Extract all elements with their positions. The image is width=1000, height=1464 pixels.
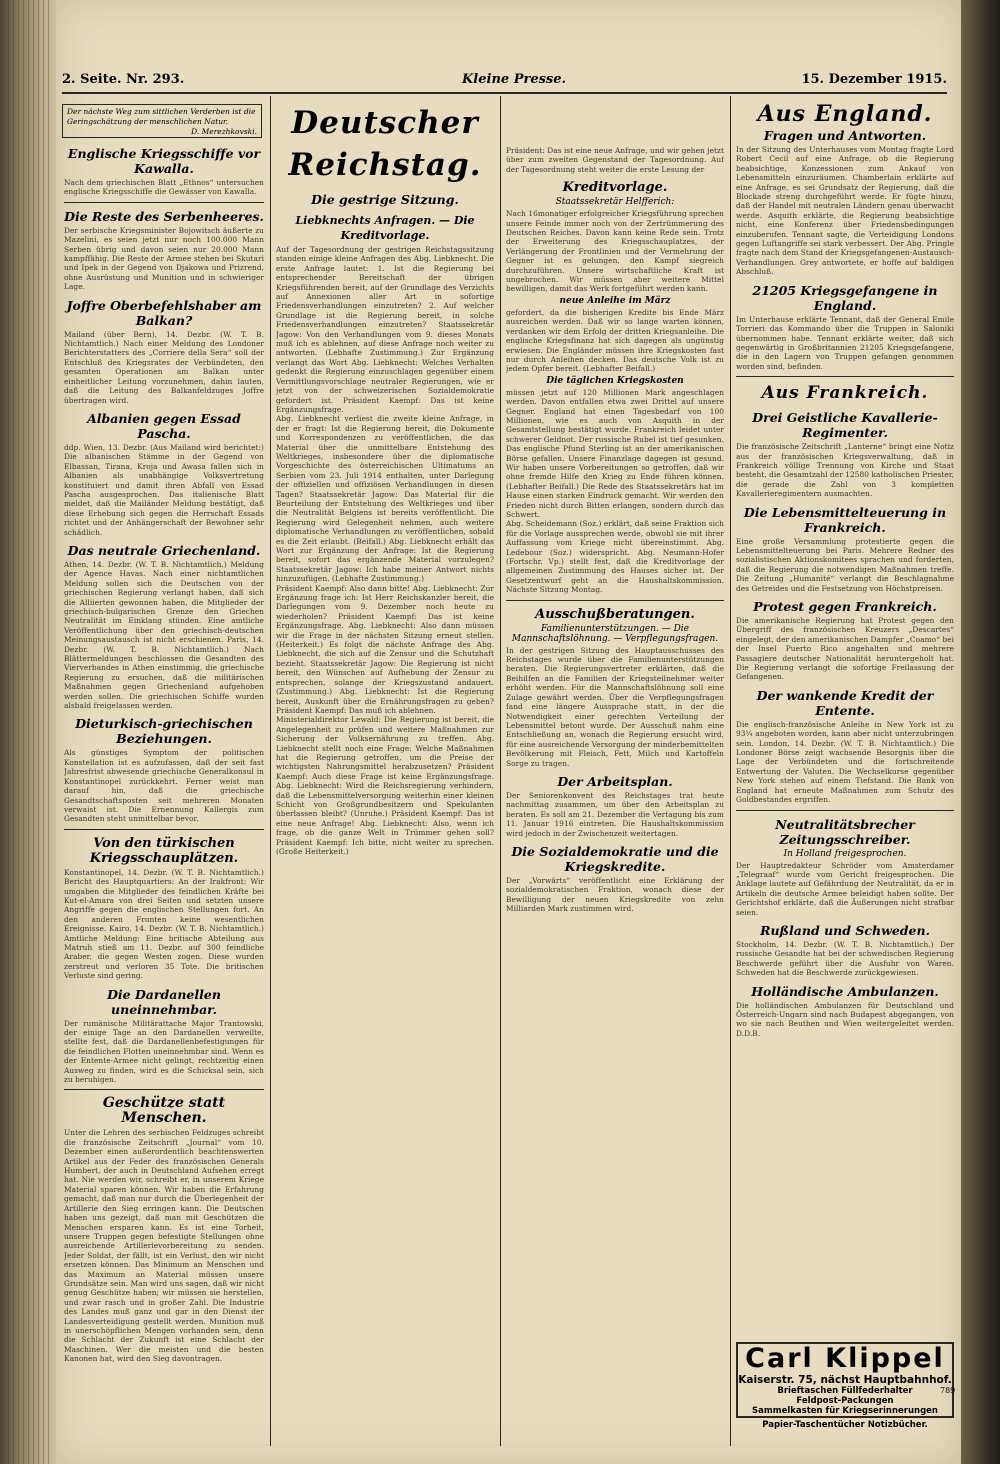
page-header [62, 72, 947, 94]
column-4 [736, 96, 954, 1336]
headline-griechenland: Das neutrale Griechenland. [67, 542, 261, 558]
article-sitzung-1: Auf der Tagesordnung der gestrigen Reichstagssitzung standen einige kleine Anfragen des Abg. Liebknecht. Die erste Anfrage lautet: 1. Ist die Regierung bei entsprechender Bereitschaft der übrigen Kriegsführenden bereit, auf der Grundlage des Verzichts auf Annexionen aller Art in sofortige Friedensverhandlungen einzutreten? 2. Auf welcher Grundlage ist die Regierung bereit, in solche Friedensverhandlungen einzutreten? Staatssekretär Jagow: Von den Verhandlungen vom 9. dieses Monats muß ich es ablehnen, auf diese Anfrage noch weiter zu antworten. (Lebhafte Zustimmung.) Zur Ergänzung verlangt das Wort Abg. Liebknecht: Welches Verhalten gedenkt die Regierung einzuschlagen gegenüber einem Vermittlungsvorschlage neutraler Regierungen, wie er jetzt von der schweizerischen Sozialdemokratie gefordert ist. Präsident Kaempf: Das ist keine Ergänzungsfrage. [276, 245, 494, 414]
subheadline-helfferich: Staatssekretär Helfferich: [555, 197, 675, 208]
column-divider-2 [500, 96, 501, 1446]
headline-reichstag: Deutscher Reichstag. [288, 105, 482, 183]
header-masthead: Kleine Presse. [462, 72, 567, 87]
ad-line-2: Brieftaschen Füllfederhalter [777, 1386, 913, 1396]
headline-ausschuss: Ausschußberatungen. [535, 606, 695, 622]
headline-sozialdemokratie: Die Sozialdemokratie und die Kriegskredite. [511, 843, 719, 874]
headline-serbenheer: Die Reste des Serbenheeres. [64, 208, 264, 224]
article-lebensmittel: Eine große Versammlung protestierte gegen die Lebensmittelteuerung bei Paris. Mehrere Redner des sozialistischen Aktionskomitees sprachen und forderten, daß die Regierung die notwendigen Maßnahmen treffe. Die Zeitung „Humanité“ verlangt die Beschlagnahme des Getreides und die Festsetzung von Höchstpreisen. [736, 536, 954, 593]
column-3 [506, 96, 724, 1446]
subheadline-liebknecht: Liebknechts Anfragen. — Die Kreditvorlage. [295, 214, 475, 242]
article-scheidemann: Abg. Scheidemann (Soz.) erklärt, daß seine Fraktion sich für die Vorlage aussprechen werde, obwohl sie mit ihrer Auffassung vom Kriege nicht übereinstimmt. Abg. Ledebour (Soz.) widerspricht. Abg. Neumann-Hofer (Fortschr. Vp.) stellt fest, daß die Kreditvorlage der allgemeinen Zustimmung des Hauses sicher ist. Der Gesetzentwurf geht an die Haushaltskommission. Nächste Sitzung Montag. [506, 519, 724, 595]
motto-box [62, 104, 262, 138]
article-geschuetze: Unter die Lehren des serbischen Feldzuges schreibt die französische Zeitschrift „Journal“ vom 10. Dezember einen außerordentlich beachtenswerten Artikel aus der Feder des französischen Generals Humbert, der auch in Deutschland Aufsehen erregt hat. Nie werden wir, schreibt er, in unserem Kriege Material sparen können. Wir haben die Erfahrung gemacht, daß man nur durch die Überlegenheit der Artillerie den Sieg erringen kann. Die Deutschen haben uns gezeigt, daß man mit Geschützen die Menschen ersparen kann. Es ist eine Torheit, unsere Truppen gegen befestigte Stellungen ohne ausreichende Artillerievorbereitung zu senden. Jeder Soldat, der fällt, ist ein Verlust, den wir nicht ersetzen können. Das Minimum an Menschen und das Maximum an Material müssen unsere Grundsätze sein. Man wird uns sagen, daß wir nicht genug Geschütze haben; wir müssen sie herstellen, und zwar rasch und in großer Zahl. Die Industrie des Landes muß ganz und gar in den Dienst der Landesverteidigung gestellt werden. Munition muß in unerschöpflichen Mengen vorhanden sein, denn die Schlacht der Zukunft ist eine Schlacht der Maschinen. Wer die meisten und die besten Kanonen hat, wird den Sieg davontragen. [64, 1128, 264, 1364]
headline-england: Aus England. [757, 101, 933, 127]
column-1 [64, 140, 264, 1440]
headline-kriegsschauplaetze: Von den türkischen Kriegsschauplätzen. [89, 835, 239, 866]
header-page-number: 2. Seite. Nr. 293. [62, 72, 185, 87]
headline-kavallerie: Drei Geistliche Kavallerie-Regimenter. [752, 410, 938, 441]
article-kriegsschauplaetze: Konstantinopel, 14. Dezbr. (W. T. B. Nichtamtlich.) Bericht des Hauptquartiers: An der Irakfront: Wir umgaben die Mitglieder des feindlichen Kräfte bei Kut-el-Amara von drei Seiten und setzten unsere Angriffe gegen die englischen Stellungen fort. An den anderen Fronten keine wesentlichen Ereignisse. Kairo, 14. Dezbr. (W. T. B. Nichtamtlich.) Amtliche Meldung: Eine britische Abteilung aus Matruh stieß am 11. Dezbr. auf 300 feindliche Araber, die gegen Westen zogen. Diese wurden zerstreut und verloren 35 Tote. Die britischen Verluste sind gering. [64, 867, 264, 981]
headline-sitzung: Die gestrige Sitzung. [311, 192, 459, 207]
headline-ambulanzen: Holländische Ambulanzen. [751, 983, 939, 999]
article-ambulanzen: Die holländischen Ambulanzen für Deutschland und Österreich-Ungarn sind nach Budapest abgegangen, von wo sie nach Beuthen und Wien weitergeleitet werden. D.D.B. [736, 1000, 954, 1038]
headline-kriegsgefangene: 21205 Kriegsgefangene in England. [752, 282, 938, 313]
subheadline-holland: In Holland freigesprochen. [783, 848, 907, 859]
spine-texture [8, 0, 52, 1464]
article-zeitungsschreiber: Der Hauptredakteur Schröder vom Amsterdamer „Telegraaf“ wurde vom Gericht freigesprochen. Die Anklage lautete auf Gefährdung der Neutralität, da er in Artikeln die deutsche Armee beleidigt haben sollte. Der Gerichtshof erklärte, daß die Äußerungen nicht strafbar seien. [736, 860, 954, 917]
ad-company-name: Carl Klippel [745, 1343, 945, 1374]
article-kawalla: Nach dem griechischen Blatt „Ethnos“ untersuchen englische Kriegsschiffe die Gewässer von Kawalla. [64, 178, 264, 197]
book-spine [0, 0, 58, 1464]
ad-line-4: Sammelkasten für Kriegserinnerungen [752, 1406, 938, 1416]
headline-dardanellen: Die Dardanellen uneinnehmbar. [107, 986, 221, 1017]
headline-albanien: Albanien gegen Essad Pascha. [87, 410, 241, 441]
headline-protest: Protest gegen Frankreich. [753, 599, 937, 614]
headline-joffre: Joffre Oberbefehlshaber am Balkan? [66, 297, 262, 328]
divider [506, 600, 724, 601]
headline-russland-schweden: Rußland und Schweden. [760, 922, 930, 938]
headline-lebensmittel: Die Lebensmittelteuerung in Frankreich. [743, 504, 947, 535]
ad-line-5: Papier-Taschentücher Notizbücher. [762, 1420, 928, 1430]
advertisement-klippel [736, 1342, 954, 1418]
headline-kawalla: Englische Kriegsschiffe vor Kawalla. [67, 146, 261, 176]
article-protest: Die amerikanische Regierung hat Protest gegen den Übergriff des französischen Kreuzers „Descartes“ eingelegt, der den amerikanischen Dampfer „Coamo“ bei der Insel Puerto Rico angehalten und mehrere Passagiere deutscher Nationalität heruntergeholt hat. Die Regierung verlangt die sofortige Freilassung der Gefangenen. [736, 616, 954, 682]
article-sitzung-4: Ministerialdirektor Lewald: Die Regierung ist bereit, die Angelegenheit zu prüfen und weitere Maßnahmen zur Sicherung der Volksernährung zu treffen. Abg. Liebknecht stellt noch eine Frage: Welche Maßnahmen hat die Regierung getroffen, um die Preise der wichtigsten Nahrungsmittel herabzusetzen? Präsident Kaempf: Auch diese Frage ist keine Ergänzungsfrage. Abg. Liebknecht: Wird die Reichsregierung verhindern, daß die Lebensmittelversorgung weiterhin einer kleinen Schicht von Großgrundbesitzern und Spekulanten überlassen bleibt? (Unruhe.) Präsident Kaempf: Das ist eine neue Anfrage! Abg. Liebknecht: Also, wenn ich frage, ob die ganze Welt in Trümmer gehen soll? Präsident Kaempf: Ich bitte, nicht weiter zu sprechen. (Große Heiterkeit.) [276, 715, 494, 856]
motto-author: D. Merezhkovski. [191, 127, 257, 136]
article-sitzung-2: Abg. Liebknecht verliest die zweite kleine Anfrage, in der er fragt: Ist die Regierung bereit, die Dokumente und Korrespondenzen zu veröffentlichen, die das Material über die unmittelbare Entstehung des Weltkrieges, insbesondere über die diplomatische Vorgeschichte des österreichischen Ultimatums an Serbien vom 23. Juli 1914 enthalten, unter Darlegung der offiziellen und offiziösen Verhandlungen in diesen Tagen? Staatssekretär Jagow: Das Material für die Beurteilung der Entstehung des Weltkrieges und über die Neutralität Belgiens ist bereits veröffentlicht. Die Regierung wird Gelegenheit nehmen, auch weitere diplomatische Verhandlungen zu veröffentlichen, sobald es die Zeit erlaubt. (Beifall.) Abg. Liebknecht erhält das Wort zur Ergänzung der Anfrage: Ist die Regierung bereit, sofort das ergänzende Material vorzulegen? Staatssekretär Jagow: Ich habe meiner Antwort nichts hinzuzufügen. (Lebhafte Zustimmung.) [276, 414, 494, 584]
column-2 [276, 96, 494, 1446]
ad-line-3: Feldpost-Packungen [796, 1396, 894, 1406]
headline-arbeitsplan: Der Arbeitsplan. [557, 773, 673, 789]
header-rule [62, 92, 947, 94]
article-kredit-entente: Die englisch-französische Anleihe in New York ist zu 93¼ angeboten worden, kann aber nicht unterzubringen sein. London, 14. Dezbr. (W. T. B. Nichtamtlich.) Die Londoner Börse zeigt wachsende Besorgnis über die Lage der Verbündeten und die fortschreitende Entwertung der Valuten. Die Wechselkurse gegenüber New York stehen auf einem Tiefstand. Die Bank von England hat erneute Maßnahmen zum Schutz des Goldbestandes ergriffen. [736, 719, 954, 805]
divider [736, 376, 954, 377]
headline-geschuetze: Geschütze statt Menschen. [102, 1095, 226, 1127]
article-tuerkisch-griechisch: Als günstiges Symptom der politischen Konstellation ist es aufzufassen, daß der seit fast Jahresfrist abwesende griechische Generalkonsul in Konstantinopel zurückkehrt. Ferner weist man darauf hin, daß die griechische Gesandtschaftsposten seit mehreren Monaten verwaist ist. Die Ernennung Kallergis zum Gesandten steht unmittelbar bevor. [64, 748, 264, 824]
headline-zeitungsschreiber: Neutralitätsbrecher Zeitungsschreiber. [775, 816, 915, 847]
ad-note-number: 789 [940, 1386, 956, 1395]
ad-address: Kaiserstr. 75, nächst Hauptbahnhof. [738, 1374, 952, 1386]
article-england: In der Sitzung des Unterhauses vom Montag fragte Lord Robert Cecil auf eine Anfrage, ob die Regierung beabsichtige, Konzessionen zum Ankauf von Lebensmitteln einzuräumen. Chamberlain erklärte auf eine Anfrage, es sei Grundsatz der Regierung, daß die Blockade streng durchgeführt werde. Er fügte hinzu, daß der Handel mit neutralen Ländern genau überwacht werde. Asquith erklärte, die Regierung beabsichtige nicht, eine Konferenz über Friedensbedingungen einzuberufen. Tennant sagte, die Verteidigung Londons gegen Luftangriffe sei stark verbessert. Der Abg. Pringle fragte nach dem Stand der Kriegsgefangenen-Austausch-Verhandlungen. Grey antwortete, er hoffe auf baldigen Abschluß. [736, 145, 954, 277]
article-kriegskosten: müssen jetzt auf 120 Millionen Mark angeschlagen werden. Davon entfallen etwa zwei Drittel auf unsere Gegner. England hat einen Tagesbedarf von 100 Millionen, wie es auch von Asquith in der Gesamtstellung bestätigt wurde. Frankreich leidet unter schwerer Geldnot. Der russische Rubel ist tief gesunken. Das englische Pfund Sterling ist an der amerikanischen Börse gefallen. Unsere Finanzlage dagegen ist gesund. Wir haben unsere Vorbereitungen so getroffen, daß wir ohne fremde Hilfe den Krieg zu Ende führen können. (Lebhafter Beifall.) Die Rede des Staatssekretärs hat im Hause einen starken Eindruck gemacht. Wir werden den Frieden nicht durch Bitten erlangen, sondern durch das Schwert. [506, 387, 724, 519]
headline-tuerkisch-griechisch: Dieturkisch-griechischen Beziehungen. [75, 716, 253, 747]
headline-kreditvorlage: Kreditvorlage. [562, 180, 668, 196]
article-anleihe: gefordert, da die bisherigen Kredite bis Ende März ausreichen werden. Daß wir so lange warten können, verdanken wir dem Erfolg der dritten Kriegsanleihe. Die englische Kriegsfinanz hat sich dagegen als ungünstig erwiesen. Die Engländer müssen ihre Kriegskosten fast nur durch Anleihen decken. Das deutsche Volk ist zu jedem Opfer bereit. (Lebhafter Beifall.) [506, 307, 724, 374]
motto-text: Der nächste Weg zum sittlichen Verderben ist die Geringschätzung der menschlichen Natur. [67, 107, 256, 126]
article-griechenland: Athen, 14. Dezbr. (W. T. B. Nichtamtlich.) Meldung der Agence Havas. Nach einer nichtamtlichen Meldung sollen sich die Deutschen von der griechischen Regierung verlangt haben, daß sich die Alliierten gewonnen haben, die Mitglieder der griechisch-bulgarischen Grenze den Griechen Neutralität im Einklang stünden. Eine amtliche Veröffentlichung über den griechisch-deutschen Meinungsaustausch ist nicht erschienen. Paris, 14. Dezbr. (W. T. B. Nichtamtlich.) Nach Blättermeldungen beschlossen die Gesandten des Vierverbandes in Athen einstimmig, die griechische Regierung zu ersuchen, daß die militärischen Maßnahmen gegen Griechenland aufgehoben werden sollen. Die griechischen Schiffe wurden alsbald freigelassen werden. [64, 559, 264, 711]
divider [64, 829, 264, 830]
article-kreditvorlage: Nach 16monatiger erfolgreicher Kriegsführung sprechen unsere Feinde immer noch von der Zertrümmerung des Deutschen Reiches. Davon kann keine Rede sein. Trotz der Erweiterung des Kriegsschauplatzes, der Verlängerung der Frontlinien und der Vermehrung der Gegner ist es gelungen, den Kampf siegreich durchzuführen. Unsere wirtschaftliche Kraft ist ungebrochen. Wir müssen aber weitere Mittel bewilligen, damit das Werk fortgeführt werden kann. [506, 209, 724, 294]
headline-kredit-entente: Der wankende Kredit der Entente. [756, 687, 934, 718]
article-sitzung-3: Präsident Kaempf: Also dann bitte! Abg. Liebknecht: Zur Ergänzung frage ich: Ist Herr Reichskanzler bereit, die Darlegungen vom 9. Dezember noch heute zu wiederholen? Präsident Kaempf: Das ist keine Ergänzungsfrage. Abg. Liebknecht: Also dann müssen wir die Frage in der nächsten Sitzung erneut stellen. (Heiterkeit.) Es folgt die nächste Anfrage des Abg. Liebknecht, die sich auf die Zensur und die Schutzhaft bezieht. Staatssekretär Jagow: Die Regierung ist nicht bereit, den Wünschen auf Aufhebung der Zensur zu entsprechen, solange der Kriegszustand andauert. (Zustimmung.) Abg. Liebknecht: Ist die Regierung bereit, Auskunft über die Ernährungsfragen zu geben? Präsident Kaempf: Das muß ich ablehnen. [276, 583, 494, 715]
article-albanien: ddp. Wien, 13. Dezbr. (Aus Mailand wird berichtet:) Die albanischen Stämme in der Gegend von Elbassan, Tirana, Kroja und Awasa fallen sich in Albanien als unabhängige Volksvertretung konstituiert und damit ihren Abfall von Essad Pascha ausgesprochen. Das italienische Blatt meldet, daß die Mailänder Meldung bestätigt, daß diese Erhebung sich gegen die Herrschaft Essads richtet und der Anhängerschaft der Bewohner sehr schädlich. [64, 442, 264, 537]
headline-frankreich: Aus Frankreich. [761, 383, 929, 404]
article-arbeitsplan: Der Seniorenkonvent des Reichstages trat heute nachmittag zusammen, um über den Arbeitsplan zu beraten. Es soll am 21. Dezember die Vertagung bis zum 11. Januar 1916 eintreten. Die Haushaltskommission wird jedoch in der Zwischenzeit weitertagen. [506, 790, 724, 838]
article-kavallerie: Die französische Zeitschrift „Lanterne“ bringt eine Notiz aus der französischen Kriegsverwaltung, daß in Frankreich völlige Trennung von Kirche und Staat besteht, die Gesamtzahl der 12580 katholischen Priester, die gerade die Zahl von 3 kompletten Kavallerieregimentern ausmachten. [736, 442, 954, 499]
article-sozialdemokratie: Der „Vorwärts“ veröffentlicht eine Erklärung der sozialdemokratischen Fraktion, wonach diese der Bewilligung der neuen Kriegskredite von zehn Milliarden Mark zustimmen wird. [506, 875, 724, 914]
column-divider-3 [730, 96, 731, 1446]
header-date: 15. Dezember 1915. [801, 72, 947, 87]
article-praesident: Präsident: Das ist eine neue Anfrage, und wir gehen jetzt über zum zweiten Gegenstand der Tagesordnung. Auf der Tagesordnung steht weiter die erste Lesung der [506, 146, 724, 174]
divider [64, 202, 264, 203]
article-joffre: Mailand (über Bern), 14. Dezbr. (W. T. B. Nichtamtlich.) Nach einer Meldung des Londoner Berichterstatters des „Corriere della Sera“ soll der Entschluß des Kriegsrates der Verbündeten, den gesamten Operationen am Balkan unter einheitlicher Leitung vorzunehmen, dahin lauten, daß die Leitung des Balkanfeldzuges Joffre übertragen wird. [64, 329, 264, 405]
article-russland-schweden: Stockholm, 14. Dezbr. (W. T. B. Nichtamtlich.) Der russische Gesandte hat bei der schwedischen Regierung Beschwerde geführt über die Ausfuhr von Waren. Schweden hat die Beschwerde zurückgewiesen. [736, 939, 954, 978]
article-kriegsgefangene: Im Unterhause erklärte Tennant, daß der General Emile Torrieri das Kommando über die Truppen in Saloniki übernommen habe. Tennant erklärte weiter, daß sich gegenwärtig in Großbritannien 21205 Kriegsgefangene, die in den Lagern von Truppen gefangen genommen worden sind, befinden. [736, 314, 954, 371]
column-divider-1 [270, 96, 271, 1446]
article-ausschuss: In der gestrigen Sitzung des Hauptausschusses des Reichstages wurde über die Familienunterstützungen beraten. Die Regierungsvertreter erklärten, daß die Beihilfen an die Familien der Kriegsteilnehmer weiter erhöht werden. Für die Mannschaftslöhnung soll eine Zulage gewährt werden. Über die Verpflegungsfragen fand eine längere Aussprache statt, in der die Notwendigkeit einer gerechten Verteilung der Lebensmittel betont wurde. Der Ausschuß nahm eine Entschließung an, wonach die Regierung ersucht wird, für eine ausreichende Versorgung der minderbemittelten Bevölkerung mit Fleisch, Fett, Milch und Kartoffeln Sorge zu tragen. [506, 645, 724, 768]
subheadline-fragen: Fragen und Antworten. [763, 128, 927, 143]
page-edge-shadow [961, 0, 1000, 1464]
article-dardanellen: Der rumänische Militärattache Major Trantowski, der einige Tage an den Dardanellen verweilte, stellte fest, daß die Dardanellenbefestigungen für die feindlichen Flotten uneinnehmbar sind. Wenn es der Entente-Armee nicht gelingt, rechtzeitig einen Ausweg zu finden, wird es die Schicksal sein, sich zu beruhigen. [64, 1018, 264, 1085]
subheadline-anleihe: neue Anleihe im März [559, 295, 671, 306]
divider [64, 1089, 264, 1090]
article-serbenheer: Der serbische Kriegsminister Bojowitsch äußerte zu Mazelini, es seien jetzt nur noch 100.000 Mann Serben übrig und davon seien nur 20.000 Mann kampffähig. Die Reste der Armee stehen bei Skutari und Ipek in der Gegend von Djakowa und Prizrend, ohne Ausrüstung und Munition und in schwieriger Lage. [64, 225, 264, 292]
subheadline-familien: Familienunterstützungen. — Die Mannschaftslöhnung. — Verpflegungsfragen. [511, 623, 719, 644]
divider [736, 810, 954, 811]
subheadline-kriegskosten: Die täglichen Kriegskosten [546, 375, 684, 386]
